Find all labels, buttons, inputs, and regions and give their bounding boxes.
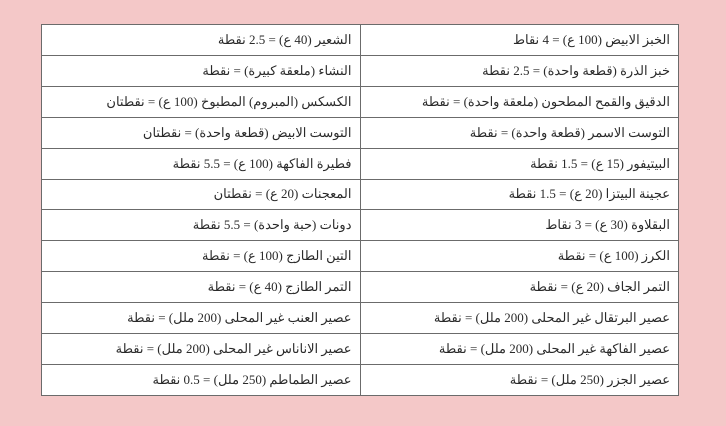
table-cell: خبز الذرة (قطعة واحدة) = 2.5 نقطة <box>360 55 679 86</box>
table-row <box>42 117 679 148</box>
table-cell: فطيرة الفاكهة (100 ع) = 5.5 نقطة <box>42 148 361 179</box>
table-row <box>42 25 679 56</box>
table-cell: عجينة البيتزا (20 ع) = 1.5 نقطة <box>360 179 679 210</box>
table-cell: المعجنات (20 ع) = نقطتان <box>42 179 361 210</box>
table-row <box>42 210 679 241</box>
table-row <box>42 55 679 86</box>
table-cell: الدقيق والقمح المطحون (ملعقة واحدة) = نقطة <box>360 86 679 117</box>
table-cell: البيتيفور (15 ع) = 1.5 نقطة <box>360 148 679 179</box>
table-cell: الكسكس (المبروم) المطبوخ (100 ع) = نقطتان <box>42 86 361 117</box>
table-cell: عصير البرتقال غير المحلى (200 ملل) = نقطة <box>360 303 679 334</box>
table-cell: التمر الطازج (40 ع) = نقطة <box>42 272 361 303</box>
points-table-container <box>41 24 679 396</box>
points-table <box>41 24 679 396</box>
table-cell: الخبز الابيض (100 ع) = 4 نقاط <box>360 25 679 56</box>
table-row <box>42 241 679 272</box>
table-cell: الشعير (40 ع) = 2.5 نقطة <box>42 25 361 56</box>
table-cell: التوست الابيض (قطعة واحدة) = نقطتان <box>42 117 361 148</box>
table-row <box>42 272 679 303</box>
table-cell: عصير الجزر (250 ملل) = نقطة <box>360 364 679 395</box>
table-cell: التين الطازج (100 ع) = نقطة <box>42 241 361 272</box>
table-row <box>42 148 679 179</box>
table-cell: التمر الجاف (20 ع) = نقطة <box>360 272 679 303</box>
table-row <box>42 303 679 334</box>
table-cell: عصير العنب غير المحلى (200 ملل) = نقطة <box>42 303 361 334</box>
table-cell: عصير الاناناس غير المحلى (200 ملل) = نقطة <box>42 334 361 365</box>
table-cell: التوست الاسمر (قطعة واحدة) = نقطة <box>360 117 679 148</box>
table-row <box>42 334 679 365</box>
table-cell: النشاء (ملعقة كبيرة) = نقطة <box>42 55 361 86</box>
table-cell: عصير الطماطم (250 ملل) = 0.5 نقطة <box>42 364 361 395</box>
table-cell: البقلاوة (30 ع) = 3 نقاط <box>360 210 679 241</box>
table-row <box>42 179 679 210</box>
table-cell: دونات (حبة واحدة) = 5.5 نقطة <box>42 210 361 241</box>
table-cell: عصير الفاكهة غير المحلى (200 ملل) = نقطة <box>360 334 679 365</box>
table-cell: الكرز (100 ع) = نقطة <box>360 241 679 272</box>
table-row <box>42 364 679 395</box>
table-row <box>42 86 679 117</box>
